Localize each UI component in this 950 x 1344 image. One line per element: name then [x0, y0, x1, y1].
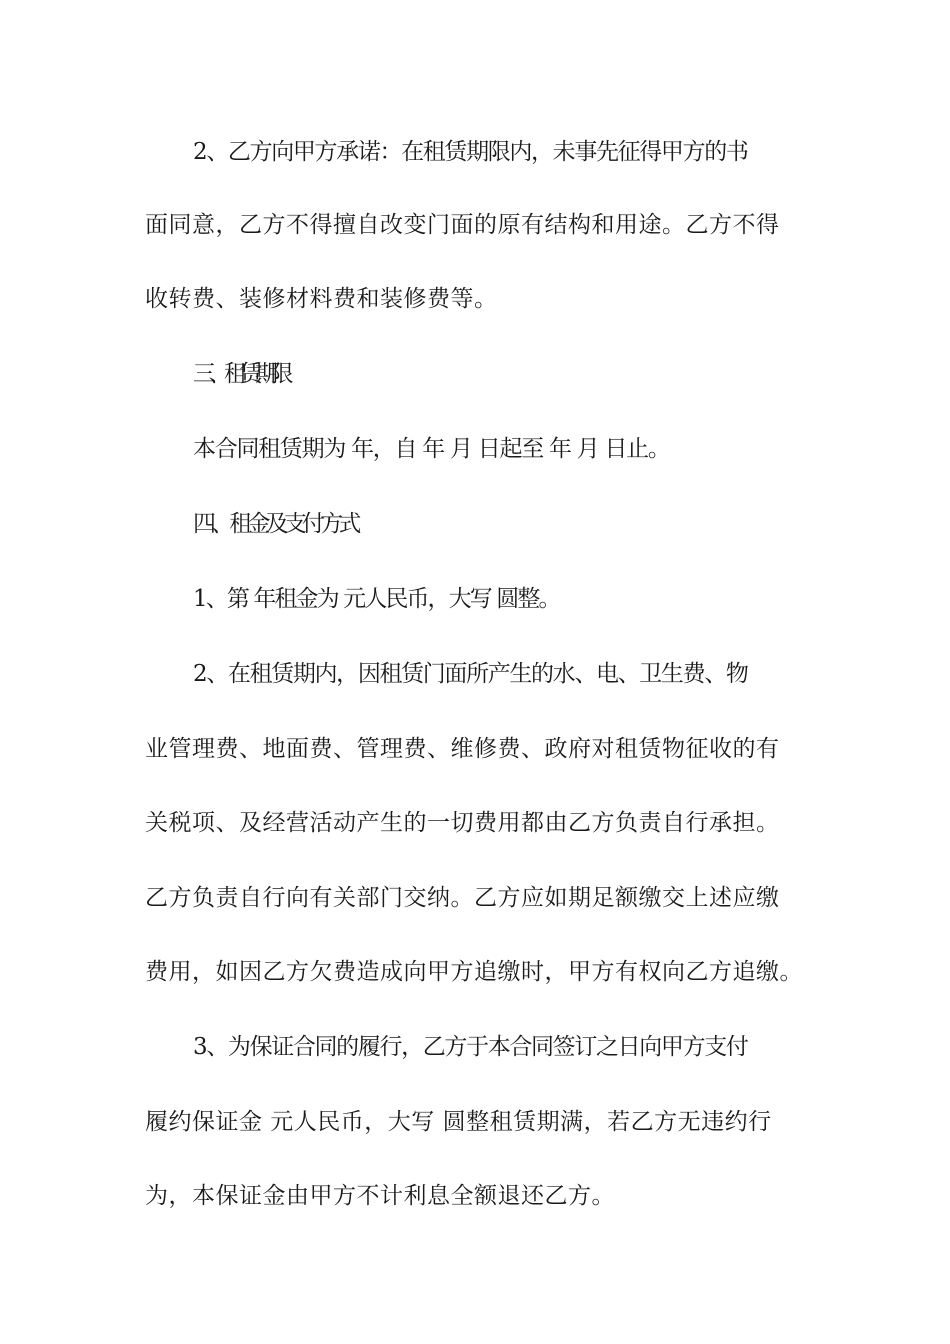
- paragraph-line: 1、第 年租金为 元人民币，大写 圆整。: [193, 586, 560, 612]
- paragraph-line: 履约保证金 元人民币，大写 圆整租赁期满，若乙方无违约行: [145, 1109, 772, 1135]
- paragraph-line: 2、乙方向甲方承诺：在租赁期限内，未事先征得甲方的书: [193, 139, 748, 165]
- paragraph-line: 为，本保证金由甲方不计利息全额退还乙方。: [145, 1183, 615, 1209]
- section-heading: 三、租赁期限: [193, 361, 286, 387]
- paragraph-line: 本合同租赁期为 年，自 年 月 日起至 年 月 日止。: [193, 436, 670, 462]
- paragraph-line: 乙方负责自行向有关部门交纳。乙方应如期足额缴交上述应缴: [145, 885, 780, 911]
- paragraph-line: 关税项、及经营活动产生的一切费用都由乙方负责自行承担。: [145, 810, 780, 836]
- paragraph-line: 2、在租赁期内，因租赁门面所产生的水、电、卫生费、物: [193, 661, 748, 687]
- paragraph-line: 收转费、装修材料费和装修费等。: [145, 286, 498, 312]
- paragraph-line: 业管理费、地面费、管理费、维修费、政府对租赁物征收的有: [145, 736, 780, 762]
- paragraph-line: 3、为保证合同的履行，乙方于本合同签订之日向甲方支付: [193, 1034, 748, 1060]
- section-heading: 四、租金及支付方式: [193, 511, 357, 537]
- paragraph-line: 费用，如因乙方欠费造成向甲方追缴时，甲方有权向乙方追缴。: [145, 959, 803, 985]
- paragraph-line: 面同意，乙方不得擅自改变门面的原有结构和用途。乙方不得: [145, 212, 780, 238]
